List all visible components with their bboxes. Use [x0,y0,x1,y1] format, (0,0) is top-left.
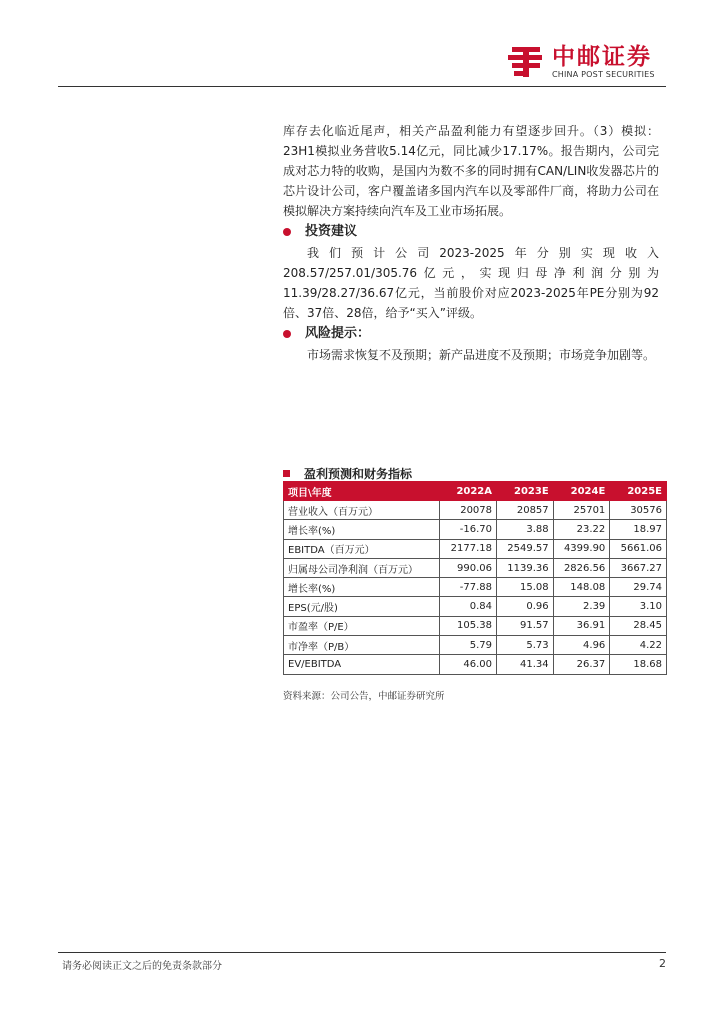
row-label: 市净率（P/B） [284,636,440,655]
analysis-paragraph: 库存去化临近尾声，相关产品盈利能力有望逐步回升。（3）模拟：23H1模拟业务营收5.14亿元，同比减少17.17%。报告期内，公司完成对芯力特的收购，是国内为数不多的同时拥有CAN/LIN收发器芯片的芯片设计公司，客户覆盖诸多国内汽车以及零部件厂商，将助力公司在模拟解决方案持续向汽车及工业市场拓展。 [283,124,659,218]
table-cell: 148.08 [553,578,610,597]
section-title: 风险提示： [305,326,371,341]
table-cell: 29.74 [610,578,667,597]
bullet-icon [283,330,291,338]
table-cell: 91.57 [497,616,554,635]
table-row [284,655,667,674]
table-row [284,578,667,597]
table-cell: 41.34 [497,655,554,674]
table-cell: 2826.56 [553,558,610,577]
table-cell: 26.37 [553,655,610,674]
table-cell: 3667.27 [610,558,667,577]
report-body [283,121,659,365]
page-number: 2 [659,957,666,970]
table-row [284,636,667,655]
table-cell: 2177.18 [440,539,497,558]
square-bullet-icon [283,470,290,477]
table-row [284,597,667,616]
table-cell: 20078 [440,501,497,520]
table-cell: 5.73 [497,636,554,655]
risk-paragraph: 市场需求恢复不及预期；新产品进度不及预期；市场竞争加剧等。 [307,348,656,362]
china-post-logo-icon [506,44,546,80]
column-header: 2024E [553,482,610,501]
table-row [284,558,667,577]
table-cell: 4399.90 [553,539,610,558]
table-cell: 30576 [610,501,667,520]
table-cell: -77.88 [440,578,497,597]
table-cell: 2.39 [553,597,610,616]
table-cell: 5661.06 [610,539,667,558]
column-header: 2023E [497,482,554,501]
table-cell: 1139.36 [497,558,554,577]
table-cell: 3.10 [610,597,667,616]
row-label: 市盈率（P/E） [284,616,440,635]
row-label: EBITDA（百万元） [284,539,440,558]
financial-forecast-table [283,481,667,675]
footer-divider [58,952,666,953]
logo-chinese-name: 中邮证券 [552,44,652,70]
table-row [284,616,667,635]
table-cell: 18.68 [610,655,667,674]
table-cell: 5.79 [440,636,497,655]
table-row [284,501,667,520]
table-cell: 105.38 [440,616,497,635]
table-cell: 23.22 [553,520,610,539]
table-cell: 28.45 [610,616,667,635]
table-title-text: 盈利预测和财务指标 [304,467,413,481]
row-label: EPS(元/股) [284,597,440,616]
investment-paragraph: 我们预计公司2023-2025年分别实现收入208.57/257.01/305.76亿元，实现归母净利润分别为11.39/28.27/36.67亿元，当前股价对应2023-2025年PE分别为92倍、37倍、28倍，给予“买入”评级。 [283,246,659,320]
table-cell: -16.70 [440,520,497,539]
table-cell: 3.88 [497,520,554,539]
section-heading-investment [283,221,659,243]
table-row [284,520,667,539]
table-cell: 15.08 [497,578,554,597]
table-cell: 4.96 [553,636,610,655]
table-cell: 20857 [497,501,554,520]
row-label: 增长率(%) [284,578,440,597]
section-heading-risk [283,323,659,345]
column-header: 项目\年度 [284,482,440,501]
table-cell: 36.91 [553,616,610,635]
section-title: 投资建议 [305,224,358,239]
table-row [284,539,667,558]
header-divider [58,86,666,87]
company-logo [506,44,666,80]
table-cell: 18.97 [610,520,667,539]
table-cell: 990.06 [440,558,497,577]
table-cell: 46.00 [440,655,497,674]
row-label: EV/EBITDA [284,655,440,674]
table-cell: 0.84 [440,597,497,616]
table-title [283,465,412,482]
bullet-icon [283,228,291,236]
table-header-row [284,482,667,501]
row-label: 增长率(%) [284,520,440,539]
table-cell: 0.96 [497,597,554,616]
table-cell: 25701 [553,501,610,520]
table-source-note: 资料来源：公司公告，中邮证券研究所 [283,691,445,702]
column-header: 2022A [440,482,497,501]
row-label: 营业收入（百万元） [284,501,440,520]
table-cell: 2549.57 [497,539,554,558]
column-header: 2025E [610,482,667,501]
logo-english-name: CHINA POST SECURITIES [552,70,655,79]
table-cell: 4.22 [610,636,667,655]
row-label: 归属母公司净利润（百万元） [284,558,440,577]
footer-disclaimer: 请务必阅读正文之后的免责条款部分 [62,961,222,972]
